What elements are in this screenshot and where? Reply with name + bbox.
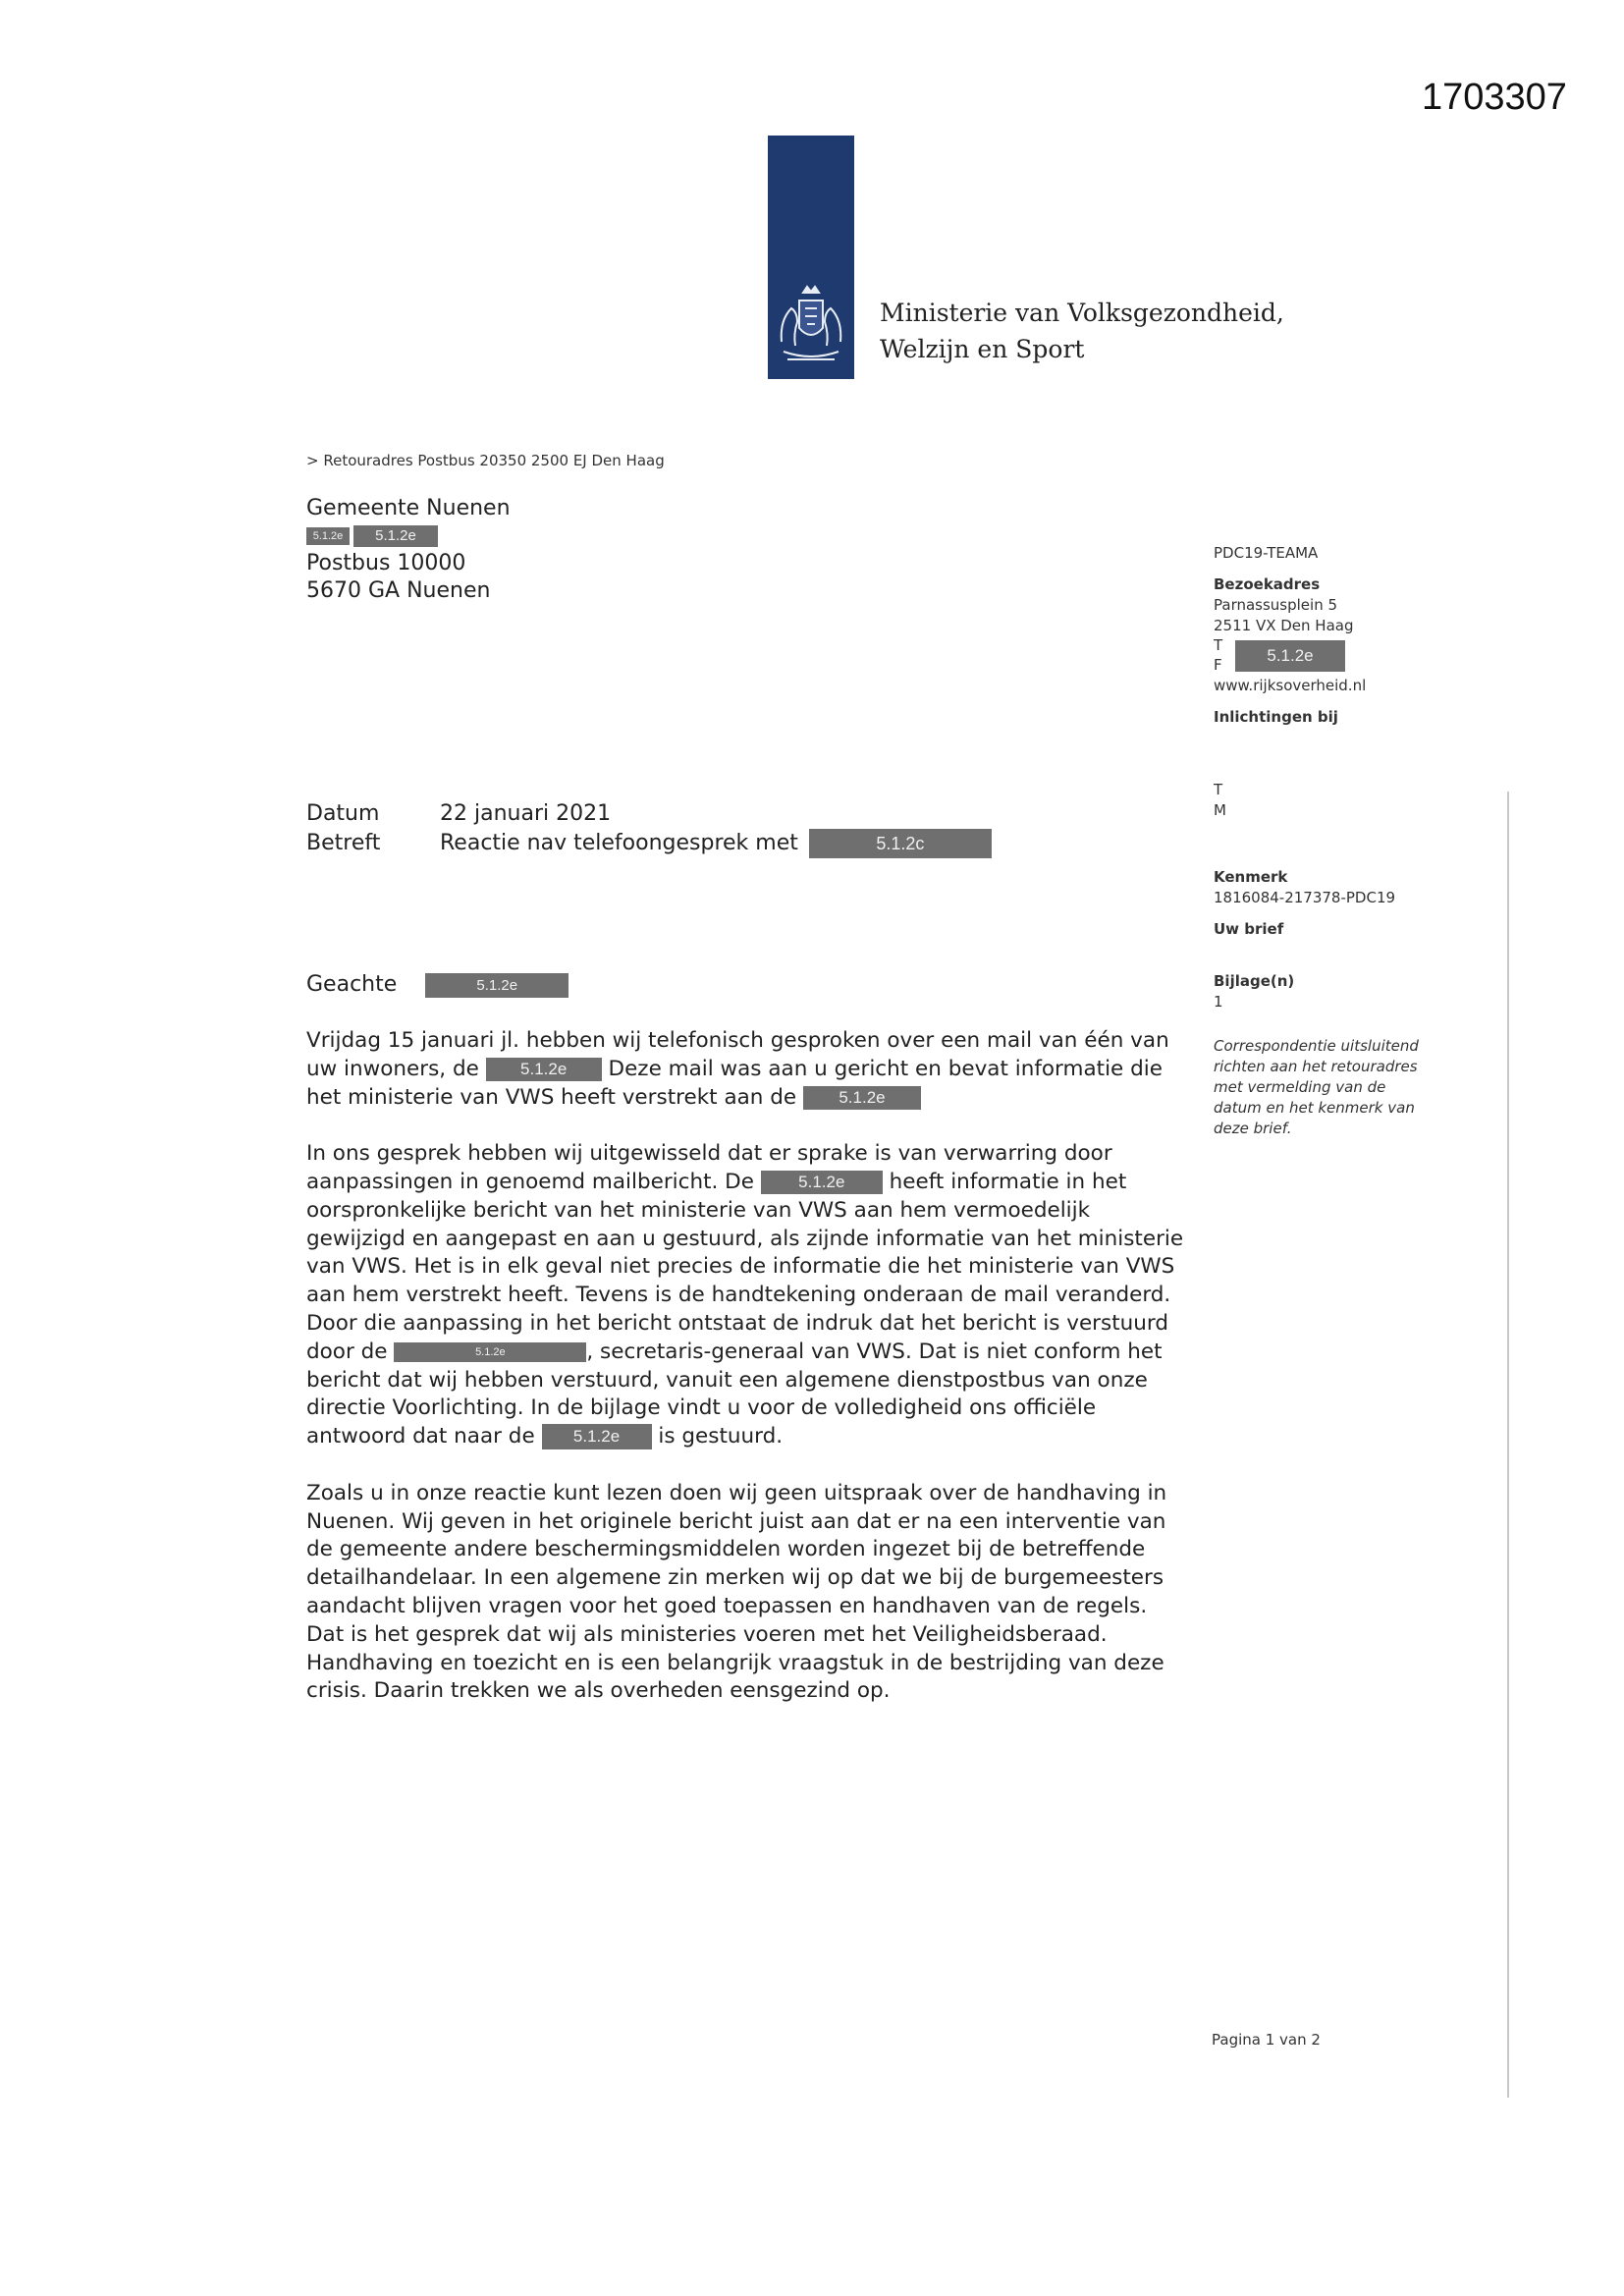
ministry-name-line2: Welzijn en Sport bbox=[880, 335, 1085, 363]
body-text-fragment: Deze mail was aan u gericht en bevat informatie die bbox=[608, 1056, 1163, 1081]
date-label: Datum bbox=[306, 801, 380, 826]
sender-sidebar bbox=[1214, 543, 1469, 1139]
redacted-block: 5.1.2e bbox=[761, 1171, 883, 1194]
letter-body bbox=[306, 1027, 1190, 1734]
website-link[interactable]: www.rijksoverheid.nl bbox=[1214, 677, 1367, 694]
body-line bbox=[306, 1170, 1126, 1194]
body-text-fragment: is gestuurd. bbox=[658, 1424, 784, 1449]
correspondence-note-line: richten aan het retouradres bbox=[1214, 1058, 1418, 1075]
ministry-name bbox=[880, 295, 1284, 367]
body-text-fragment: aanpassingen in genoemd mailbericht. De bbox=[306, 1169, 754, 1194]
body-line: aandacht blijven vragen voor het goed toepassen en handhaven van de regels. bbox=[306, 1593, 1148, 1618]
ministry-name-line1: Ministerie van Volksgezondheid, bbox=[880, 299, 1284, 327]
visit-address-street: Parnassusplein 5 bbox=[1214, 596, 1338, 614]
body-text-fragment: , secretaris-generaal van VWS. Dat is niet conform het bbox=[586, 1339, 1163, 1364]
recipient-address bbox=[306, 495, 511, 605]
redacted-block: 5.1.2e bbox=[394, 1342, 586, 1362]
scan-margin-line bbox=[1507, 792, 1509, 2098]
contact-m-label: M bbox=[1214, 801, 1226, 819]
your-letter-label: Uw brief bbox=[1214, 920, 1284, 938]
body-line bbox=[306, 1339, 1163, 1364]
visit-address-city: 2511 VX Den Haag bbox=[1214, 617, 1354, 634]
body-line: Handhaving en toezicht en is een belangrijk vraagstuk in de bestrijding van deze bbox=[306, 1650, 1164, 1675]
body-line: gewijzigd en aangepast en aan u gestuurd, als zijnde informatie van het ministerie bbox=[306, 1226, 1184, 1251]
contact-t-label: T bbox=[1214, 781, 1223, 798]
body-line: aan hem verstrekt heeft. Tevens is de handtekening onderaan de mail veranderd. bbox=[306, 1283, 1171, 1308]
reference-label: Kenmerk bbox=[1214, 868, 1288, 886]
phone-label: T bbox=[1214, 636, 1223, 654]
recipient-redacted-line bbox=[306, 522, 511, 550]
body-line: detailhandelaar. In een algemene zin merken wij op dat we bij de burgemeesters bbox=[306, 1565, 1164, 1591]
correspondence-note-line: datum en het kenmerk van bbox=[1214, 1099, 1415, 1117]
coat-of-arms-icon bbox=[774, 283, 848, 371]
phone-fax-block bbox=[1214, 636, 1469, 676]
recipient-postbus: Postbus 10000 bbox=[306, 551, 466, 575]
body-line: bericht dat wij hebben verstuurd, vanuit een algemene dienstpostbus van onze bbox=[306, 1367, 1148, 1393]
body-line: Nuenen. Wij geven in het originele bericht juist aan dat er na een interventie van bbox=[306, 1508, 1166, 1534]
body-paragraph-2 bbox=[306, 1140, 1190, 1451]
salutation bbox=[306, 972, 568, 998]
redacted-block: 5.1.2e bbox=[542, 1424, 652, 1449]
attachments-value: 1 bbox=[1214, 993, 1223, 1011]
body-text-fragment: uw inwoners, de bbox=[306, 1056, 479, 1081]
body-line bbox=[306, 1057, 1163, 1081]
body-line: de gemeente andere beschermingsmiddelen worden ingezet bij de betreffende bbox=[306, 1537, 1146, 1562]
redacted-block: 5.1.2e bbox=[353, 525, 438, 547]
body-text-fragment: het ministerie van VWS heeft verstrekt aan de bbox=[306, 1084, 797, 1110]
correspondence-note-line: met vermelding van de bbox=[1214, 1078, 1386, 1096]
body-text-fragment: door de bbox=[306, 1339, 388, 1364]
sidebar-team: PDC19-TEAMA bbox=[1214, 544, 1319, 562]
correspondence-note-line: Correspondentie uitsluitend bbox=[1214, 1037, 1419, 1055]
page-number: Pagina 1 van 2 bbox=[1212, 2031, 1321, 2049]
subject-value: Reactie nav telefoongesprek met bbox=[440, 831, 798, 855]
redacted-block: 5.1.2e bbox=[1235, 640, 1345, 672]
body-line: Door die aanpassing in het bericht ontstaat de indruk dat het bericht is verstuurd bbox=[306, 1310, 1169, 1336]
attachments-label: Bijlage(n) bbox=[1214, 972, 1295, 990]
body-line: oorspronkelijke bericht van het ministerie van VWS aan hem vermoedelijk bbox=[306, 1197, 1091, 1223]
body-line: Vrijdag 15 januari jl. hebben wij telefonisch gesproken over een mail van één van bbox=[306, 1028, 1169, 1053]
redacted-block: 5.1.2e bbox=[803, 1086, 921, 1110]
correspondence-note-line: deze brief. bbox=[1214, 1120, 1292, 1137]
body-paragraph-1 bbox=[306, 1027, 1190, 1112]
info-label: Inlichtingen bij bbox=[1214, 708, 1338, 726]
subject-row bbox=[306, 829, 992, 858]
salutation-text: Geachte bbox=[306, 972, 398, 997]
body-line: crisis. Daarin trekken we als overheden eensgezind op. bbox=[306, 1678, 891, 1704]
date-value: 22 januari 2021 bbox=[440, 801, 612, 826]
recipient-city: 5670 GA Nuenen bbox=[306, 578, 491, 603]
body-paragraph-3 bbox=[306, 1480, 1190, 1706]
redacted-block: 5.1.2e bbox=[486, 1058, 602, 1081]
redacted-block: 5.1.2e bbox=[425, 973, 568, 998]
recipient-name: Gemeente Nuenen bbox=[306, 496, 511, 520]
ministry-logo-bar bbox=[768, 136, 854, 379]
visit-address-label: Bezoekadres bbox=[1214, 575, 1321, 593]
body-line: Zoals u in onze reactie kunt lezen doen wij geen uitspraak over de handhaving in bbox=[306, 1480, 1167, 1505]
fax-label: F bbox=[1214, 656, 1222, 674]
return-address: > Retouradres Postbus 20350 2500 EJ Den Haag bbox=[306, 452, 665, 469]
reference-value: 1816084-217378-PDC19 bbox=[1214, 889, 1396, 906]
subject-label: Betreft bbox=[306, 831, 381, 855]
body-text-fragment: heeft informatie in het bbox=[889, 1169, 1127, 1194]
document-number: 1703307 bbox=[1422, 77, 1567, 118]
redacted-block: 5.1.2e bbox=[306, 527, 350, 545]
body-line: directie Voorlichting. In de bijlage vindt u voor de volledigheid ons officiële bbox=[306, 1395, 1097, 1421]
body-line bbox=[306, 1424, 783, 1449]
redacted-block: 5.1.2c bbox=[809, 829, 992, 858]
body-line: van VWS. Het is in elk geval niet precies de informatie die het ministerie van VWS bbox=[306, 1254, 1175, 1280]
body-line bbox=[306, 1085, 921, 1110]
date-row bbox=[306, 799, 992, 829]
body-text-fragment: antwoord dat naar de bbox=[306, 1424, 535, 1449]
letter-meta bbox=[306, 799, 992, 858]
body-line: Dat is het gesprek dat wij als ministeries voeren met het Veiligheidsberaad. bbox=[306, 1621, 1108, 1647]
body-line: In ons gesprek hebben wij uitgewisseld dat er sprake is van verwarring door bbox=[306, 1141, 1112, 1167]
